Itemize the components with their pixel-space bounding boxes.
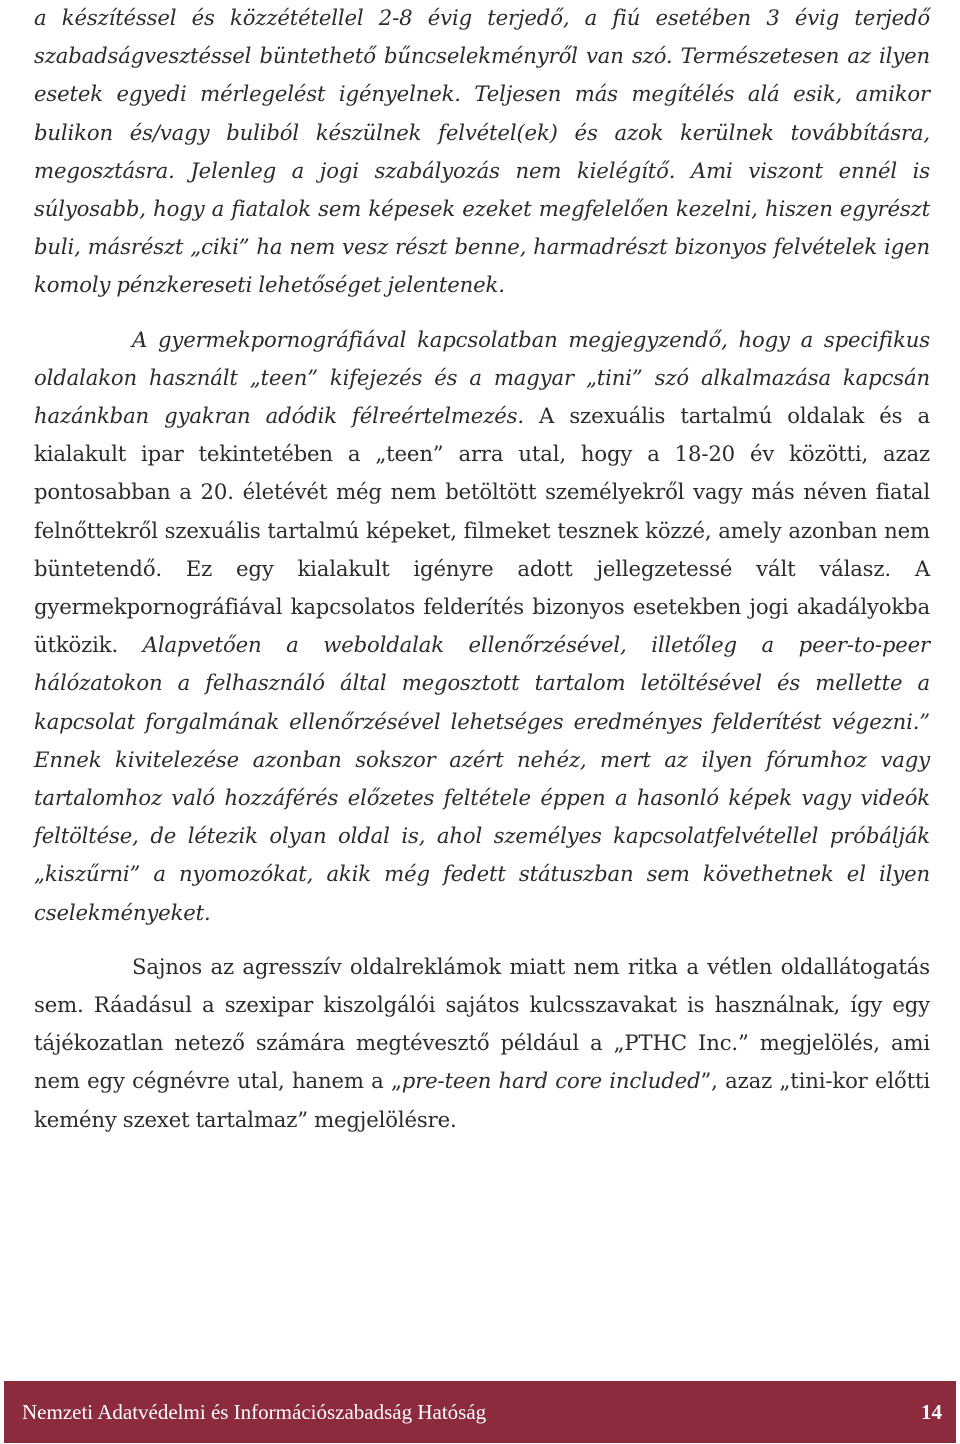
paragraph-italic-intro (34, 0, 930, 305)
italic-segment: Alapvetően a weboldalak ellenőrzésével, illetőleg a peer-to-peer hálózatokon a felhasználó által megosztott tartalom letöltésével és mellette a kapcsolat forgalmának ellenőrzésével lehetséges eredményes felderítést végezni.” (34, 632, 930, 734)
regular-segment: A szexuális tartalmú oldalak és a kialakult ipar tekintetében a „teen” arra utal, hogy a 18-20 év közötti, azaz pontosabban a 20. életévét még nem betöltött személyekről vagy más néven fiatal felnőttekről szexuális tartalmú képeket, filmeket tesznek közzé, amely azonban nem büntetendő. Ez egy kialakult igényre adott jellegzetessé vált válasz. A gyermekpornográfiával kapcsolatos felderítés bizonyos esetekben jogi akadályokba ütközik. (34, 403, 930, 658)
italic-segment: Ennek kivitelezése azonban sokszor azért nehéz, mert az ilyen fórumhoz vagy tartalomhoz való hozzáférés előzetes feltétele éppen a hasonló képek vagy videók feltöltése, de létezik olyan oldal is, ahol személyes kapcsolatfelvétellel próbálják „kiszűrni” a nyomozókat, akik még fedett státuszban sem követhetnek el ilyen cselekményeket. (34, 746, 930, 925)
footer-title: Nemzeti Adatvédelmi és Információszabadság Hatóság (22, 1399, 487, 1424)
footer-bar (4, 1381, 956, 1443)
page-number: 14 (921, 1399, 942, 1424)
italic-segment: A gyermekpornográfiával kapcsolatban megjegyzendő, hogy a specifikus oldalakon használt „teen” kifejezés és a magyar „tini” szó alkalmazása kapcsán hazánkban gyakran adódik félreértelmezés. (34, 326, 930, 429)
regular-segment: Sajnos az agresszív oldalreklámok miatt nem ritka a vétlen oldallátogatás sem. Ráadásul a szexipar kiszolgálói sajátos kulcsszavakat is használnak, így egy tájékozatlan netező számára megtévesztő például a „PTHC Inc.” megjelölés, ami nem egy cégnévre utal, hanem a „ (34, 953, 930, 1094)
page-body (34, 0, 930, 1139)
paragraph-ads (34, 948, 930, 1139)
paragraph-teen-term (34, 321, 930, 932)
paragraph-text: a készítéssel és közzététellel 2-8 évig terjedő, a fiú esetében 3 évig terjedő szabadságvesztéssel büntethető bűncselekményről van szó. Természetesen az ilyen esetek egyedi mérlegelést igényelnek. Teljesen más megítélés alá esik, amikor bulikon és/vagy buliból készülnek felvétel(ek) és azok kerülnek továbbításra, megosztásra. Jelenleg a jogi szabályozás nem kielégítő. Ami viszont ennél is súlyosabb, hogy a fiatalok sem képesek ezeket megfelelően kezelni, hiszen egyrészt buli, másrészt „ciki” ha nem vesz részt benne, harmadrészt bizonyos felvételek igen komoly pénzkereseti lehetőséget jelentenek. (34, 5, 930, 298)
regular-segment: ”, azaz „tini-kor előtti kemény szexet tartalmaz” megjelölésre. (34, 1068, 930, 1132)
italic-segment: pre-teen hard core included (401, 1068, 701, 1094)
